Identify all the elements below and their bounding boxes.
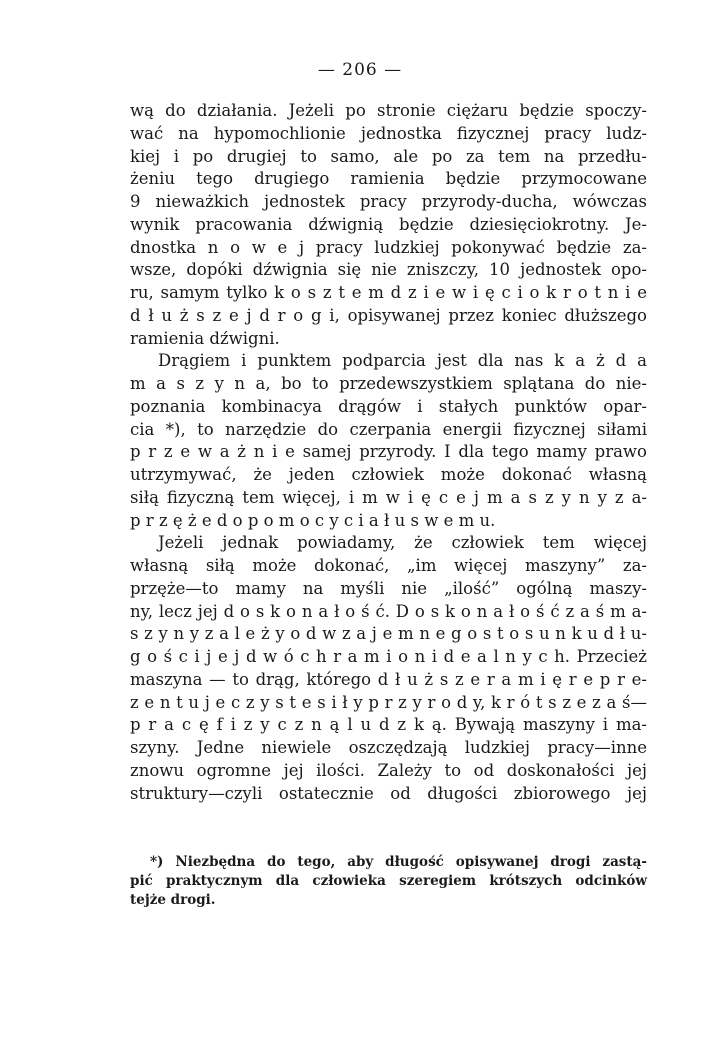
- text-line: Jeżeli jednak powiadamy, że człowiek tem więcej: [158, 533, 647, 553]
- text-line: żeniu tego drugiego ramienia będzie przymocowane: [130, 169, 647, 189]
- text-line: wą do działania. Jeżeli po stronie ciężaru będzie spoczy-: [130, 101, 647, 120]
- text-line: szyny. Jedne niewiele oszczędzają ludzkiej pracy—inne: [130, 738, 647, 757]
- footnote-line: *) Niezbędna do tego, aby długość opisywanej drogi zastą-: [150, 854, 647, 870]
- text-line: dnostka n o w e j pracy ludzkiej pokonywać będzie za-: [130, 237, 647, 257]
- footnote: [130, 853, 647, 910]
- text-line: p r z e w a ż n i e samej przyrody. I dla tego mamy prawo: [130, 442, 647, 462]
- text-line: cia *), to narzędzie do czerpania energii fizycznej siłami: [130, 419, 647, 439]
- text-line: wynik pracowania dźwignią będzie dziesięciokrotny. Je-: [130, 214, 647, 234]
- text-line: przęże—to mamy na myśli nie „ilość” ogólną maszy-: [130, 578, 647, 598]
- text-line: ru, samym tylko k o s z t e m d z i e w i ę c i o k r o t n i e: [130, 283, 647, 302]
- text-line: kiej i po drugiej to samo, ale po za tem na przedłu-: [130, 146, 647, 166]
- body-text: [130, 100, 647, 805]
- text-line: wać na hypomochlionie jednostka fizycznej pracy ludz-: [130, 123, 647, 143]
- text-line: utrzymywać, że jeden człowiek może dokonać własną: [130, 465, 647, 484]
- text-line: struktury—czyli ostatecznie od długości zbiorowego jej: [130, 783, 647, 803]
- footnote-line: tejże drogi.: [130, 892, 216, 908]
- text-line: ramienia dźwigni.: [130, 328, 280, 348]
- text-line: 9 nieważkich jednostek pracy przyrody-ducha, wówczas: [130, 192, 647, 211]
- text-line: wsze, dopóki dźwignia się nie zniszczy, 10 jednostek opo-: [130, 260, 647, 280]
- page-number-header: — 206 —: [317, 60, 403, 80]
- text-line: g o ś c i j e j d w ó c h r a m i o n i d e a l n y c h. Przecież: [130, 647, 647, 666]
- text-line: siłą fizyczną tem więcej, i m w i ę c e j m a s z y n y z a-: [130, 487, 647, 507]
- text-line: ny, lecz jej d o s k o n a ł o ś ć. D o s k o n a ł o ś ć z a ś m a-: [130, 601, 647, 621]
- text-line: m a s z y n a, bo to przedewszystkiem splątana do nie-: [130, 374, 647, 393]
- text-line: s z y n y z a l e ż y o d w z a j e m n e g o s t o s u n k u d ł u-: [130, 624, 647, 644]
- text-line: d ł u ż s z e j d r o g i, opisywanej przez koniec dłuższego: [130, 305, 647, 325]
- text-line: poznania kombinacya drągów i stałych punktów opar-: [130, 396, 647, 416]
- footnote-line: pić praktycznym dla człowieka szeregiem krótszych odcinków: [130, 873, 647, 889]
- text-line: p r a c ę f i z y c z n ą l u d z k ą. Bywają maszyny i ma-: [130, 715, 647, 735]
- text-line: z e n t u j e c z y s t e s i ł y p r z y r o d y, k r ó t s z e z a ś—: [130, 692, 647, 712]
- text-line: maszyna — to drąg, którego d ł u ż s z e r a m i ę r e p r e-: [130, 669, 647, 689]
- text-line: p r z ę ż e d o p o m o c y c i a ł u s w e m u.: [130, 510, 496, 530]
- text-line: znowu ogromne jej ilości. Zależy to od doskonałości jej: [130, 760, 647, 780]
- text-line: własną siłą może dokonać, „im więcej maszyny” za-: [130, 556, 647, 575]
- text-line: Drągiem i punktem podparcia jest dla nas k a ż d a: [158, 351, 647, 371]
